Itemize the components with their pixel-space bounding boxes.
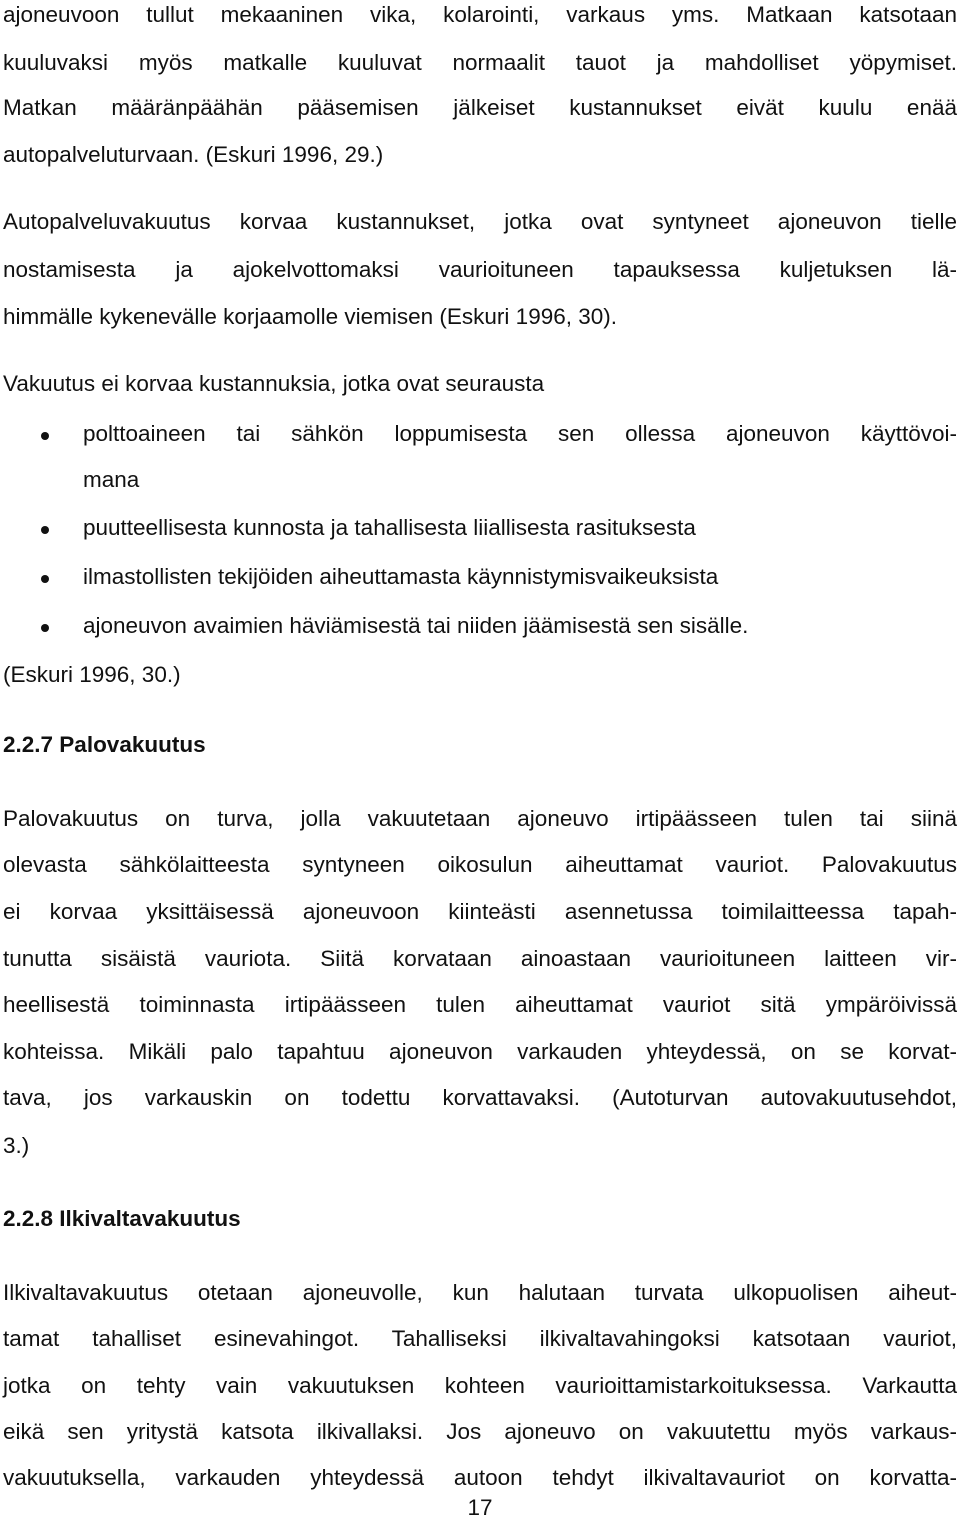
bullet-icon xyxy=(41,624,49,632)
text-line: kuuluvaksi myös matkalle kuuluvat normaalit tauot ja mahdolliset yöpymiset. xyxy=(3,50,957,75)
text-line: 3.) xyxy=(3,1133,30,1158)
text-line: himmälle kykenevälle korjaamolle viemisen (Eskuri 1996, 30). xyxy=(3,304,618,329)
text-line: Matkan määränpäähän pääsemisen jälkeiset kustannukset eivät kuulu enää xyxy=(3,95,957,120)
bullet-icon xyxy=(41,432,49,440)
text-line: ei korvaa yksittäisessä ajoneuvoon kiinteästi asennetussa toimilaitteessa tapah- xyxy=(3,899,957,924)
text-line: kohteissa. Mikäli palo tapahtuu ajoneuvon varkauden yhteydessä, on se korvat- xyxy=(3,1039,957,1064)
exclusions-intro: Vakuutus ei korvaa kustannuksia, jotka ovat seurausta xyxy=(3,371,545,396)
text-line: vakuutuksella, varkauden yhteydessä autoon tehdyt ilkivaltavauriot on korvatta- xyxy=(3,1465,957,1490)
list-item-text: puutteellisesta kunnosta ja tahallisesta liiallisesta rasituksesta xyxy=(83,515,696,540)
page-number: 17 xyxy=(467,1495,493,1520)
text-line: nostamisesta ja ajokelvottomaksi vaurioituneen tapauksessa kuljetuksen lä- xyxy=(3,257,957,282)
list-item-text: ajoneuvon avaimien häviämisestä tai niiden jäämisestä sen sisälle. xyxy=(83,613,749,638)
bullet-icon xyxy=(41,575,49,583)
text-line: jotka on tehty vain vakuutuksen kohteen vaurioittamistarkoituksessa. Varkautta xyxy=(3,1373,957,1398)
section-heading: 2.2.8 Ilkivaltavakuutus xyxy=(3,1206,241,1231)
text-line: tava, jos varkauskin on todettu korvattavaksi. (Autoturvan autovakuutusehdot, xyxy=(3,1085,957,1110)
list-item-text: polttoaineen tai sähkön loppumisesta sen ollessa ajoneuvon käyttövoi- xyxy=(83,421,957,446)
text-line: Autopalveluvakuutus korvaa kustannukset, jotka ovat syntyneet ajoneuvon tielle xyxy=(3,209,957,234)
text-line: tunutta sisäistä vauriota. Siitä korvataan ainoastaan vaurioituneen laitteen vir- xyxy=(3,946,957,971)
text-line: ajoneuvoon tullut mekaaninen vika, kolarointi, varkaus yms. Matkaan katsotaan xyxy=(3,2,957,27)
list-item-text: mana xyxy=(83,467,140,492)
exclusions-citation: (Eskuri 1996, 30.) xyxy=(3,662,181,687)
text-line: tamat tahalliset esinevahingot. Tahalliseksi ilkivaltavahingoksi katsotaan vauriot, xyxy=(3,1326,957,1351)
text-line: olevasta sähkölaitteesta syntyneen oikosulun aiheuttamat vauriot. Palovakuutus xyxy=(3,852,957,877)
text-line: heellisestä toiminnasta irtipäässeen tulen aiheuttamat vauriot sitä ympäröivissä xyxy=(3,992,957,1017)
text-line: Palovakuutus on turva, jolla vakuutetaan ajoneuvo irtipäässeen tulen tai siinä xyxy=(3,806,957,831)
text-line: eikä sen yritystä katsota ilkivallaksi. Jos ajoneuvo on vakuutettu myös varkaus- xyxy=(3,1419,957,1444)
list-item-text: ilmastollisten tekijöiden aiheuttamasta käynnistymisvaikeuksista xyxy=(83,564,719,589)
bullet-icon xyxy=(41,526,49,534)
section-heading: 2.2.7 Palovakuutus xyxy=(3,732,206,757)
text-line: autopalveluturvaan. (Eskuri 1996, 29.) xyxy=(3,142,384,167)
text-line: Ilkivaltavakuutus otetaan ajoneuvolle, kun halutaan turvata ulkopuolisen aiheut- xyxy=(3,1280,957,1305)
